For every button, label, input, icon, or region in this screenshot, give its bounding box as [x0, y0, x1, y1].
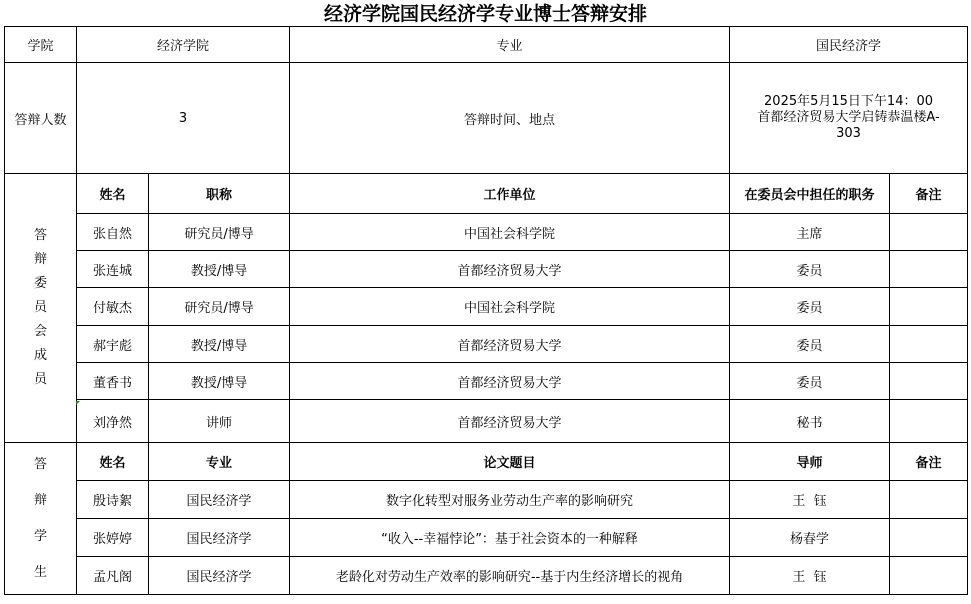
member-name: 付敏杰 — [77, 288, 149, 326]
student-note — [890, 481, 968, 519]
header-name: 姓名 — [77, 174, 149, 214]
table-row — [5, 251, 968, 288]
member-title: 讲师 — [149, 400, 290, 443]
section-char: 员 — [33, 372, 47, 387]
table-row — [5, 288, 968, 326]
member-role: 委员 — [730, 288, 890, 326]
college-major-row — [5, 27, 968, 63]
member-unit: 首都经济贸易大学 — [290, 400, 730, 443]
header-thesis: 论文题目 — [290, 443, 730, 481]
section-char: 学 — [33, 528, 47, 544]
student-name: 张婷婷 — [77, 519, 149, 557]
member-unit: 中国社会科学院 — [290, 214, 730, 251]
member-title: 研究员/博导 — [149, 288, 290, 326]
time-place-label: 答辩时间、地点 — [290, 63, 730, 174]
table-row — [5, 326, 968, 363]
member-title: 研究员/博导 — [149, 214, 290, 251]
student-note — [890, 519, 968, 557]
member-name: 张自然 — [77, 214, 149, 251]
college-label: 学院 — [5, 27, 77, 63]
student-thesis: 数字化转型对服务业劳动生产率的影响研究 — [290, 481, 730, 519]
header-name: 姓名 — [77, 443, 149, 481]
students-header-row — [5, 443, 968, 481]
defense-place-line2: 303 — [836, 126, 861, 141]
member-note — [890, 251, 968, 288]
cell-comment-marker — [76, 401, 80, 405]
table-row — [5, 400, 968, 443]
member-note — [890, 214, 968, 251]
committee-section-label — [5, 174, 77, 443]
section-char: 成 — [33, 348, 47, 363]
section-char: 员 — [33, 300, 47, 315]
section-char: 辩 — [33, 492, 47, 508]
section-char: 答 — [33, 456, 47, 472]
member-role: 主席 — [730, 214, 890, 251]
section-char: 答 — [33, 228, 47, 243]
count-value: 3 — [77, 63, 290, 174]
table-row — [5, 363, 968, 400]
major-value: 国民经济学 — [730, 27, 968, 63]
student-advisor: 杨春学 — [730, 519, 890, 557]
member-unit: 首都经济贸易大学 — [290, 363, 730, 400]
header-major: 专业 — [149, 443, 290, 481]
defense-place-line1: 首都经济贸易大学启铸恭温楼A- — [757, 110, 940, 125]
member-role: 委员 — [730, 326, 890, 363]
student-advisor: 王 钰 — [730, 557, 890, 595]
student-name: 孟凡阁 — [77, 557, 149, 595]
header-advisor: 导师 — [730, 443, 890, 481]
member-name: 刘净然 — [77, 400, 149, 443]
member-unit: 首都经济贸易大学 — [290, 326, 730, 363]
student-advisor: 王 钰 — [730, 481, 890, 519]
member-title: 教授/博导 — [149, 326, 290, 363]
member-note — [890, 363, 968, 400]
header-unit: 工作单位 — [290, 174, 730, 214]
defense-time: 2025年5月15日下午14：00 — [764, 94, 934, 109]
member-name: 董香书 — [77, 363, 149, 400]
student-thesis: 老龄化对劳动生产效率的影响研究--基于内生经济增长的视角 — [290, 557, 730, 595]
committee-header-row — [5, 174, 968, 214]
header-note: 备注 — [890, 174, 968, 214]
count-label: 答辩人数 — [5, 63, 77, 174]
section-char: 生 — [33, 564, 47, 580]
student-major: 国民经济学 — [149, 519, 290, 557]
header-note: 备注 — [890, 443, 968, 481]
major-label: 专业 — [290, 27, 730, 63]
student-note — [890, 557, 968, 595]
student-major: 国民经济学 — [149, 481, 290, 519]
member-note — [890, 326, 968, 363]
member-title: 教授/博导 — [149, 363, 290, 400]
member-role: 委员 — [730, 363, 890, 400]
member-role: 委员 — [730, 251, 890, 288]
college-value: 经济学院 — [77, 27, 290, 63]
table-row — [5, 481, 968, 519]
member-note — [890, 400, 968, 443]
member-role: 秘书 — [730, 400, 890, 443]
page-title: 经济学院国民经济学专业博士答辩安排 — [323, 3, 647, 25]
section-char: 会 — [33, 324, 47, 339]
defense-schedule-table — [4, 26, 968, 595]
students-section-label — [5, 443, 77, 595]
header-title: 职称 — [149, 174, 290, 214]
member-note — [890, 288, 968, 326]
time-place-value — [730, 63, 968, 174]
section-char: 委 — [33, 276, 47, 291]
member-unit: 首都经济贸易大学 — [290, 251, 730, 288]
member-name: 郝宇彪 — [77, 326, 149, 363]
section-char: 辩 — [33, 252, 47, 267]
member-unit: 中国社会科学院 — [290, 288, 730, 326]
student-name: 殷诗絮 — [77, 481, 149, 519]
table-row — [5, 519, 968, 557]
member-name: 张连城 — [77, 251, 149, 288]
header-role: 在委员会中担任的职务 — [730, 174, 890, 214]
student-major: 国民经济学 — [149, 557, 290, 595]
student-thesis: “收入--幸福悖论”：基于社会资本的一种解释 — [290, 519, 730, 557]
count-time-row — [5, 63, 968, 174]
table-row — [5, 214, 968, 251]
member-title: 教授/博导 — [149, 251, 290, 288]
table-row — [5, 557, 968, 595]
